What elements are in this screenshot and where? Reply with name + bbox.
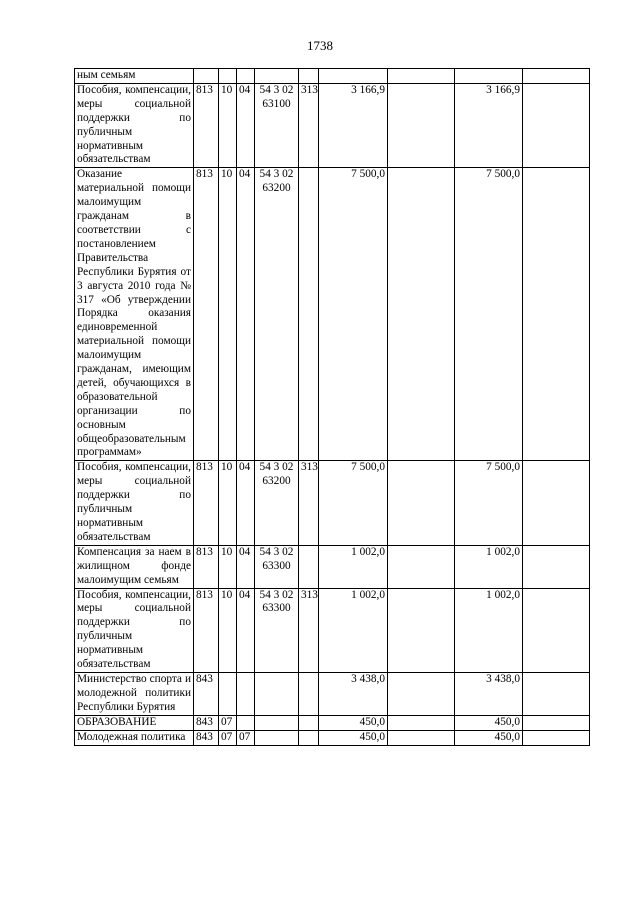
expense-type-cell: 313 [299,461,319,545]
amount-cell-3: 3 166,9 [455,83,523,167]
amount-cell: 1 002,0 [319,588,388,672]
ministry-code-cell: 813 [194,588,219,672]
expense-type-cell [299,168,319,461]
expense-type-cell [299,730,319,745]
row-name-cell: Пособия, компенсации, меры социальной поддержки по публичным нормативным обязательствам [75,461,194,545]
table-row [75,672,590,715]
section-code-cell: 10 [219,83,237,167]
amount-cell: 450,0 [319,730,388,745]
target-article-cell [255,715,299,730]
ministry-code-cell: 813 [194,461,219,545]
target-article-cell: 54 3 02 63100 [255,83,299,167]
table-row [75,168,590,461]
amount-cell-4 [523,461,590,545]
target-article-cell: 54 3 02 63200 [255,461,299,545]
amount-cell-3: 1 002,0 [455,588,523,672]
target-article-cell: 54 3 02 63300 [255,588,299,672]
section-code-cell: 10 [219,588,237,672]
amount-cell-4 [523,588,590,672]
table-row [75,730,590,745]
amount-cell-2 [388,168,455,461]
amount-cell-4 [523,730,590,745]
amount-cell-3: 7 500,0 [455,461,523,545]
table-row [75,69,590,84]
amount-cell-3: 7 500,0 [455,168,523,461]
expense-type-cell [299,715,319,730]
subsection-code-cell: 04 [237,168,255,461]
ministry-code-cell: 813 [194,168,219,461]
row-name-cell: Пособия, компенсации, меры социальной поддержки по публичным нормативным обязательствам [75,83,194,167]
expense-type-cell [299,69,319,84]
amount-cell-2 [388,715,455,730]
expense-type-cell [299,672,319,715]
amount-cell-2 [388,672,455,715]
section-code-cell: 10 [219,545,237,588]
section-code-cell: 10 [219,461,237,545]
amount-cell-2 [388,83,455,167]
ministry-code-cell: 843 [194,715,219,730]
expense-type-cell: 313 [299,83,319,167]
section-code-cell: 07 [219,730,237,745]
row-name-cell: Молодежная политика [75,730,194,745]
section-code-cell [219,69,237,84]
amount-cell-2 [388,69,455,84]
amount-cell-4 [523,168,590,461]
amount-cell-3: 3 438,0 [455,672,523,715]
subsection-code-cell [237,672,255,715]
amount-cell-2 [388,588,455,672]
amount-cell-2 [388,545,455,588]
subsection-code-cell [237,69,255,84]
amount-cell: 7 500,0 [319,168,388,461]
amount-cell: 1 002,0 [319,545,388,588]
amount-cell-3: 1 002,0 [455,545,523,588]
row-name-cell: Пособия, компенсации, меры социальной поддержки по публичным нормативным обязательствам [75,588,194,672]
amount-cell: 3 166,9 [319,83,388,167]
amount-cell-2 [388,461,455,545]
target-article-cell: 54 3 02 63200 [255,168,299,461]
amount-cell-3 [455,69,523,84]
table-row [75,588,590,672]
section-code-cell [219,672,237,715]
ministry-code-cell: 843 [194,730,219,745]
target-article-cell [255,672,299,715]
ministry-code-cell: 843 [194,672,219,715]
budget-table [74,68,590,746]
target-article-cell: 54 3 02 63300 [255,545,299,588]
amount-cell: 3 438,0 [319,672,388,715]
subsection-code-cell: 04 [237,545,255,588]
subsection-code-cell: 04 [237,83,255,167]
amount-cell-4 [523,83,590,167]
row-name-cell: ОБРАЗОВАНИЕ [75,715,194,730]
amount-cell-4 [523,672,590,715]
page-number: 1738 [307,38,333,53]
subsection-code-cell: 04 [237,588,255,672]
table-body [75,69,590,746]
target-article-cell [255,69,299,84]
amount-cell-3: 450,0 [455,730,523,745]
expense-type-cell [299,545,319,588]
row-name-cell: ным семьям [75,69,194,84]
row-name-cell: Оказание материальной помощи малоимущим гражданам в соответствии с постановлением Правительства Республики Бурятия от 3 августа 2010 года № 317 «Об утверждении Порядка оказания единовременной материальной помощи малоимущим гражданам, имеющим детей, обучающихся в образовательной организации по основным общеобразовательным программам» [75,168,194,461]
section-code-cell: 07 [219,715,237,730]
expense-type-cell: 313 [299,588,319,672]
table-row [75,83,590,167]
amount-cell: 450,0 [319,715,388,730]
amount-cell: 7 500,0 [319,461,388,545]
amount-cell-4 [523,69,590,84]
ministry-code-cell [194,69,219,84]
target-article-cell [255,730,299,745]
subsection-code-cell: 07 [237,730,255,745]
row-name-cell: Компенсация за наем в жилищном фонде малоимущим семьям [75,545,194,588]
table-row [75,545,590,588]
subsection-code-cell: 04 [237,461,255,545]
amount-cell-4 [523,715,590,730]
table-row [75,461,590,545]
amount-cell-4 [523,545,590,588]
ministry-code-cell: 813 [194,83,219,167]
subsection-code-cell [237,715,255,730]
table-row [75,715,590,730]
amount-cell-3: 450,0 [455,715,523,730]
row-name-cell: Министерство спорта и молодежной политики Республики Бурятия [75,672,194,715]
amount-cell-2 [388,730,455,745]
ministry-code-cell: 813 [194,545,219,588]
amount-cell [319,69,388,84]
section-code-cell: 10 [219,168,237,461]
